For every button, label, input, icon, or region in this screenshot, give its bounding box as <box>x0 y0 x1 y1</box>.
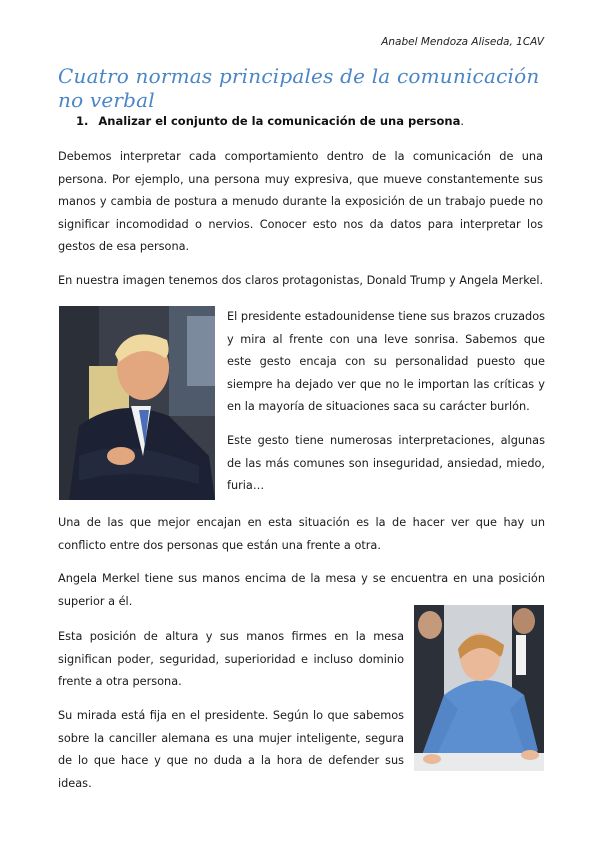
paragraph-merkel-position: Angela Merkel tiene sus manos encima de la mesa y se encuentra en una posición superior a él. <box>58 572 545 608</box>
paragraph-protagonists: En nuestra imagen tenemos dos claros protagonistas, Donald Trump y Angela Merkel. <box>58 274 544 287</box>
document-title: Cuatro normas principales de la comunicación no verbal <box>58 64 540 112</box>
author-header: Anabel Mendoza Aliseda, 1CAV <box>381 36 544 48</box>
trump-photo <box>59 306 215 500</box>
paragraph-trump-gesture: El presidente estadounidense tiene sus brazos cruzados y mira al frente con una leve sonrisa. Sabemos que este gesto encaja con su personalidad puesto que siempre ha dejado ver que no le importan las críticas y en la mayoría de situaciones saca su carácter burlón. <box>227 310 545 413</box>
section-heading-text: Analizar el conjunto de la comunicación de una persona <box>98 114 461 128</box>
paragraph-gesture-interpretations: Este gesto tiene numerosas interpretaciones, algunas de las más comunes son inseguridad, ansiedad, miedo, furia… <box>227 434 545 492</box>
paragraph-merkel-gaze: Su mirada está fija en el presidente. Según lo que sabemos sobre la canciller alemana es una mujer inteligente, segura de lo que hace y que no duda a la hora de defender sus ideas. <box>58 709 404 790</box>
paragraph-merkel-meaning: Esta posición de altura y sus manos firmes en la mesa significan poder, seguridad, superioridad e incluso dominio frente a otra persona. <box>58 630 404 688</box>
section-number: 1. <box>76 114 89 128</box>
section-heading <box>76 114 464 128</box>
merkel-photo <box>414 605 544 771</box>
paragraph-intro: Debemos interpretar cada comportamiento dentro de la comunicación de una persona. Por ejemplo, una persona muy expresiva, que mueve constantemente sus manos y cambia de postura a menudo durante la exposición de un trabajo puede no significar incomodidad o nervios. Conocer esto nos da datos para interpretar los gestos de esa persona. <box>58 150 543 253</box>
paragraph-conflict: Una de las que mejor encajan en esta situación es la de hacer ver que hay un conflicto entre dos personas que están una frente a otra. <box>58 516 545 552</box>
section-heading-period: . <box>460 114 465 128</box>
